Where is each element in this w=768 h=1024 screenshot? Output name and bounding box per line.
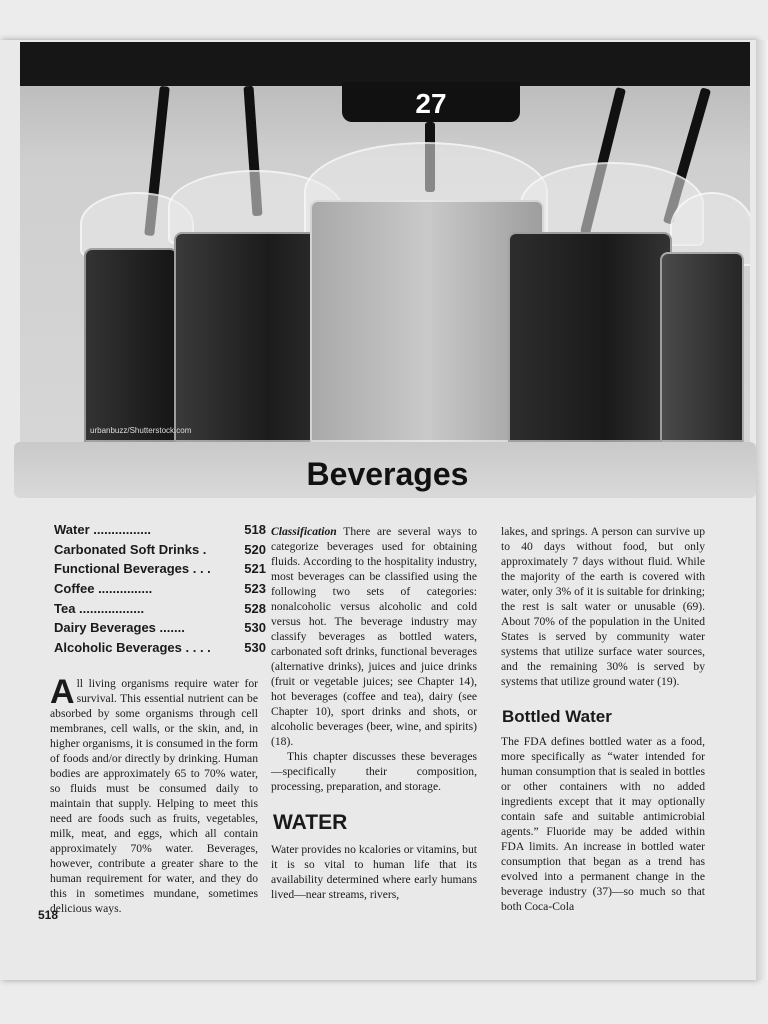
dark-drink-cup — [508, 232, 672, 442]
contents-page: 518 — [244, 522, 266, 537]
classification-text: There are several ways to categorize beverages used for obtaining fluids. According to the hospitality industry, most beverages can be classified using the following two sets of categories: nonalcoholic versus alcoholic and cold versus hot. The beverage industry may classify beverages as bottled waters, carbonated soft drinks, functional beverages (alternative drinks), juices and juice drinks (fruit or vegetable juices; see Chapter 14), hot beverages (coffee and tea), dairy (see Chapter 10), sport drinks and shots, or alcoholic beverages (beer, wine, and spirits) (18). — [271, 525, 477, 748]
dark-drink-cup — [660, 252, 744, 442]
water-column — [271, 842, 477, 902]
chapter-scope-paragraph: This chapter discusses these beverages—specifically their composition, processing, preparation, and storage. — [271, 750, 477, 793]
contents-item — [54, 522, 266, 542]
classification-column — [271, 524, 477, 794]
contents-item — [54, 601, 266, 621]
chapter-contents — [54, 522, 266, 660]
contents-label: Dairy Beverages — [54, 620, 156, 636]
bottled-water-column — [501, 734, 705, 914]
water-continued-column — [501, 524, 705, 689]
contents-dots: . . . . — [181, 640, 211, 656]
bottled-water-paragraph: The FDA defines bottled water as a food, more specifically as “water intended for human consumption that is sealed in bottles or other containers with no added ingredients except that it may optionally contain safe and suitable antimicrobial agents.” Fluoride may be added within FDA limits. An increase in bottled water consumption that began as a trend has evolved into a permanent change in the beverage industry (37)—so much so that both Coca-Cola — [501, 735, 705, 913]
intro-column — [50, 673, 258, 916]
dark-drink-cup — [174, 232, 330, 442]
intro-paragraph — [50, 673, 258, 916]
contents-page: 530 — [244, 640, 266, 656]
contents-dots: ....... — [155, 620, 185, 636]
chapter-number: 27 — [342, 82, 520, 122]
bottled-water-heading: Bottled Water — [502, 707, 612, 726]
page-edge — [756, 40, 768, 980]
photo-top-band — [20, 42, 750, 86]
contents-label: Functional Beverages — [54, 561, 190, 577]
contents-dots: ................ — [89, 522, 152, 537]
contents-label: Water — [54, 522, 90, 537]
contents-page: 521 — [244, 561, 266, 577]
classification-paragraph — [271, 524, 477, 749]
contents-item — [54, 640, 266, 660]
contents-item — [54, 620, 266, 640]
contents-label: Coffee — [54, 581, 95, 597]
contents-item — [54, 542, 266, 562]
page-number: 518 — [38, 908, 59, 922]
contents-page: 528 — [244, 600, 266, 616]
contents-dots: .................. — [75, 600, 145, 616]
intro-text: ll living organisms require water for survival. This essential nutrient can be absorbed by some organisms through cell membranes, cell walls, or the skin, and, in higher organisms, it is consumed in the form of foods and/or directly by drinking. Human bodies are approximately 65 to 70% water, so fluids must be consumed daily to maintain that supply. Helping to meet this need are foods such as fruits, vegetables, milk, meat, and eggs, which all contain approximately 70% water. Beverages, however, contribute a greater share to the human requirement for water, and they do this in sometimes mundane, sometimes delicious ways. — [50, 677, 258, 915]
contents-page: 530 — [244, 620, 266, 636]
contents-dots: ............... — [94, 581, 153, 597]
contents-item — [54, 581, 266, 601]
contents-label: Tea — [54, 600, 76, 616]
contents-label: Carbonated Soft Drinks — [54, 541, 200, 557]
classification-lead: Classification — [271, 525, 337, 538]
water-heading: WATER — [273, 811, 348, 834]
contents-item — [54, 561, 266, 581]
chapter-title — [0, 456, 768, 493]
water-paragraph: Water provides no kcalories or vitamins, but it is so vital to human life that its availability determined where early humans lived—near streams, rivers, — [271, 843, 477, 901]
photo-credit: urbanbuzz/Shutterstock.com — [90, 426, 192, 435]
contents-label: Alcoholic Beverages — [54, 640, 182, 656]
water-continued-paragraph: lakes, and springs. A person can survive up to 40 days without food, but only approximately 7 days without fluid. While the majority of the earth is covered with water, only 3% of it is suitable for drinking; the rest is salt water or unusable (69). About 70% of the population in the United States is served by community water systems that utilize surface water sources, and the remaining 30% is served by systems that utilize ground water (19). — [501, 525, 705, 688]
contents-page: 520 — [244, 541, 266, 557]
contents-dots: . — [199, 541, 207, 557]
contents-page: 523 — [244, 581, 266, 597]
drop-cap: A — [50, 673, 75, 711]
chapter-title-text: Beverages — [306, 456, 469, 492]
contents-dots: . . . — [189, 561, 211, 577]
dark-drink-cup — [84, 248, 178, 442]
